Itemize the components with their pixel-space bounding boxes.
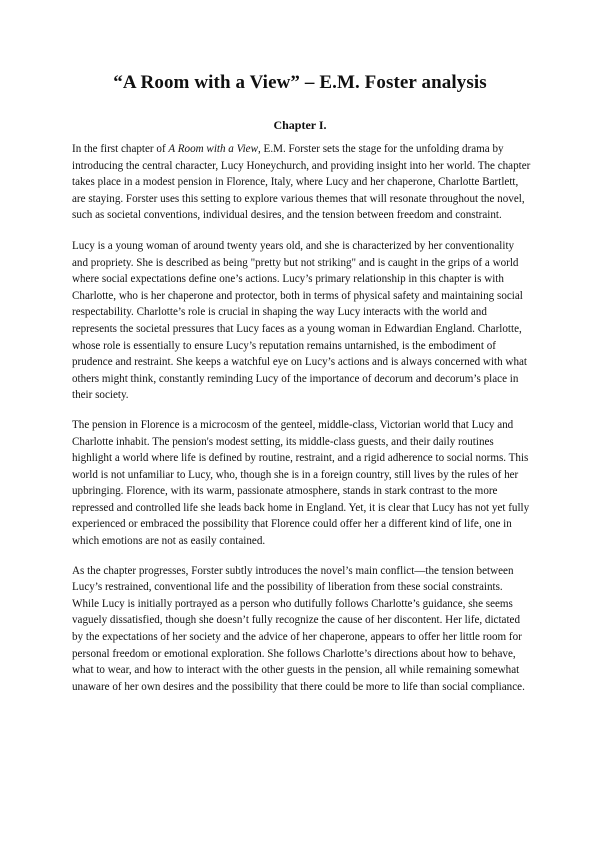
- paragraph-1: [72, 141, 532, 224]
- paragraph-3: The pension in Florence is a microcosm of the genteel, middle-class, Victorian world that Lucy and Charlotte inhabit. The pension's modest setting, its middle-class guests, and their daily routines highlight a world where life is defined by routine, restraint, and a rigid adherence to social norms. This world is not unfamiliar to Lucy, who, though she is in a foreign country, still lives by the rules of her upbringing. Florence, with its warm, passionate atmosphere, stands in stark contrast to the more repressed and controlled life she leads back home in England. Yet, it is clear that Lucy has not yet fully experienced or embraced the possibility that Florence could offer her a different kind of life, one in which emotions are not as easily contained.: [72, 418, 530, 548]
- document-body: [72, 141, 532, 707]
- paragraph-4: As the chapter progresses, Forster subtly introduces the novel’s main conflict—the tension between Lucy’s restrained, conventional life and the possibility of liberation from these social constraints. While Lucy is initially portrayed as a person who dutifully follows Charlotte’s guidance, she seems vaguely dissatisfied, though she doesn’t fully recognize the cause of her discontent. Her life, dictated by the expectations of her society and the advice of her chaperone, appears to offer her little room for personal freedom or emotional exploration. She follows Charlotte’s directions about how to behave, what to wear, and how to interact with the other guests in the pension, all while remaining somewhat unaware of her own desires and the possibility that there could be more to life than social compliance.: [72, 564, 525, 693]
- book-title-italic: A Room with a View: [168, 143, 258, 155]
- paragraph-2: Lucy is a young woman of around twenty years old, and she is characterized by her conventionality and propriety. She is described as being "pretty but not striking" and is caught in the grips of a world where social expectations define one’s actions. Lucy’s primary relationship in this chapter is with Charlotte, who is her chaperone and protector, both in terms of physical safety and maintaining social respectability. Charlotte’s role is crucial in shaping the way Lucy interacts with the world and represents the societal pressures that Lucy faces as a young woman in Edwardian England. Charlotte, whose role is essentially to ensure Lucy’s reputation remains untarnished, is the embodiment of prudence and restraint. She keeps a watchful eye on Lucy’s actions and is always concerned with what others might think, constantly reminding Lucy of the importance of decorum and decorum’s place in their society.: [72, 239, 527, 402]
- document-title: “A Room with a View” – E.M. Foster analysis: [113, 72, 487, 93]
- chapter-heading: Chapter I.: [273, 118, 327, 132]
- paragraph-1-rest: , E.M. Forster sets the stage for the unfolding drama by introducing the central character, Lucy Honeychurch, and providing insight into her world. The chapter takes place in a modest pension in Florence, Italy, where Lucy and her chaperone, Charlotte Bartlett, are staying. Forster uses this setting to explore various themes that will resonate throughout the novel, such as societal conventions, individual desires, and the tension between freedom and constraint.: [72, 143, 531, 222]
- paragraph-1-lead: In the first chapter of: [72, 143, 169, 155]
